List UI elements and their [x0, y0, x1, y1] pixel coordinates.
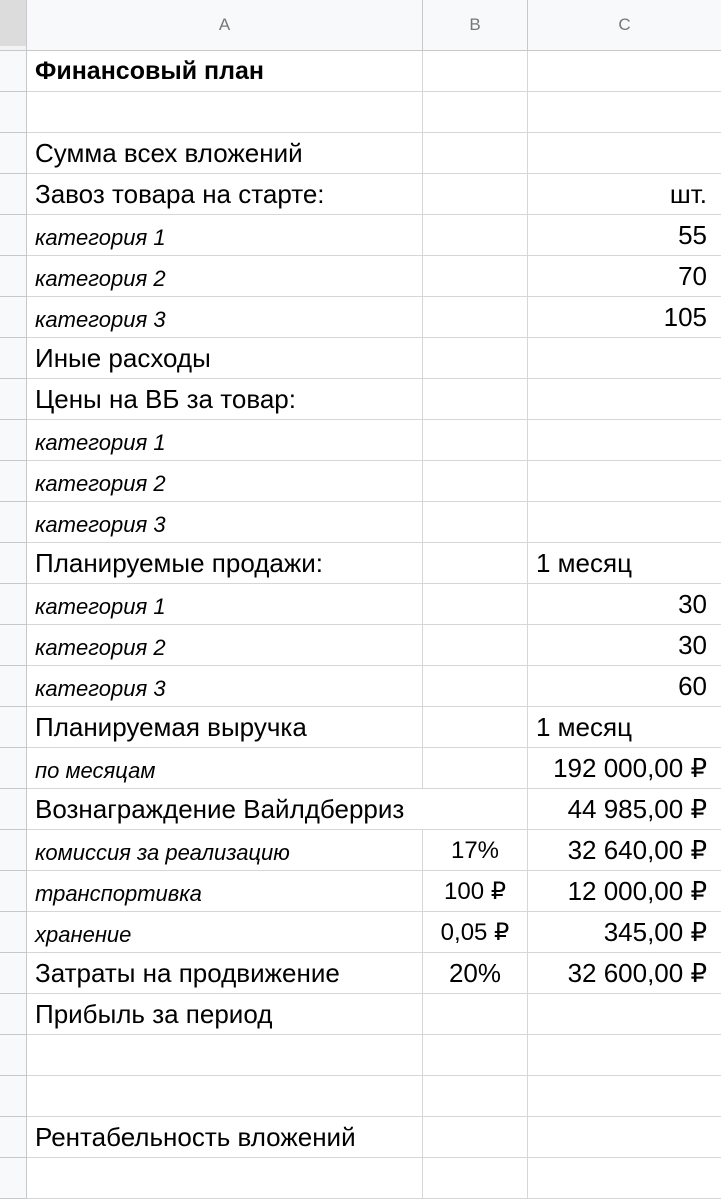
cell-c[interactable]: 44 985,00 ₽ — [528, 789, 721, 830]
table-row — [27, 461, 721, 502]
table-row — [27, 502, 721, 543]
cell-c[interactable] — [528, 1117, 721, 1158]
cell-c[interactable] — [528, 994, 721, 1035]
table-row — [27, 707, 721, 748]
cell-a[interactable] — [27, 92, 423, 133]
cell-c[interactable] — [528, 51, 721, 92]
row-header[interactable] — [0, 912, 27, 953]
row-header[interactable] — [0, 707, 27, 748]
cell-b[interactable] — [423, 1158, 528, 1199]
cell-b[interactable] — [423, 707, 528, 748]
cell-a[interactable]: Затраты на продвижение — [27, 953, 423, 994]
table-row — [27, 215, 721, 256]
table-row — [27, 912, 721, 953]
row-header[interactable] — [0, 994, 27, 1035]
cell-b[interactable] — [423, 51, 528, 92]
cell-a[interactable]: хранение — [27, 912, 423, 953]
table-row — [27, 338, 721, 379]
cell-a[interactable]: категория 3 — [27, 297, 423, 338]
row-header[interactable] — [0, 215, 27, 256]
cell-b[interactable]: 20% — [423, 953, 528, 994]
cell-b[interactable] — [423, 543, 528, 584]
row-header[interactable] — [0, 543, 27, 584]
cell-b[interactable] — [423, 1035, 528, 1076]
cell-a[interactable]: по месяцам — [27, 748, 423, 789]
table-row — [27, 92, 721, 133]
cell-c[interactable]: шт. — [528, 174, 721, 215]
table-row — [27, 133, 721, 174]
cell-b[interactable] — [423, 625, 528, 666]
row-header[interactable] — [0, 256, 27, 297]
table-row — [27, 994, 721, 1035]
table-row — [27, 871, 721, 912]
cell-b[interactable] — [423, 133, 528, 174]
cell-b[interactable] — [423, 1117, 528, 1158]
row-header[interactable] — [0, 666, 27, 707]
cell-b[interactable] — [423, 297, 528, 338]
table-row — [27, 1117, 721, 1158]
row-header[interactable] — [0, 1158, 27, 1199]
column-header-a[interactable]: A — [27, 0, 423, 51]
cell-a[interactable]: Иные расходы — [27, 338, 423, 379]
cell-a[interactable] — [27, 1076, 423, 1117]
cell-a[interactable]: категория 2 — [27, 625, 423, 666]
table-row — [27, 174, 721, 215]
row-header[interactable] — [0, 830, 27, 871]
table-row — [27, 51, 721, 92]
row-header[interactable] — [0, 953, 27, 994]
cell-c[interactable]: 32 640,00 ₽ — [528, 830, 721, 871]
table-row — [27, 666, 721, 707]
row-header[interactable] — [0, 51, 27, 92]
cell-c[interactable]: 1 месяц — [528, 707, 721, 748]
cell-c[interactable] — [528, 338, 721, 379]
cell-c[interactable]: 60 — [528, 666, 721, 707]
cell-b[interactable] — [423, 584, 528, 625]
cell-a[interactable]: Рентабельность вложений — [27, 1117, 423, 1158]
table-row — [27, 748, 721, 789]
cell-a[interactable]: категория 2 — [27, 256, 423, 297]
cell-b[interactable] — [423, 379, 528, 420]
cell-c[interactable] — [528, 133, 721, 174]
cell-c[interactable] — [528, 420, 721, 461]
cell-b[interactable] — [423, 338, 528, 379]
cell-c[interactable] — [528, 379, 721, 420]
cell-b[interactable]: 17% — [423, 830, 528, 871]
cell-a[interactable]: Цены на ВБ за товар: — [27, 379, 423, 420]
cell-b[interactable] — [423, 748, 528, 789]
table-row — [27, 379, 721, 420]
row-header[interactable] — [0, 92, 27, 133]
cell-a[interactable] — [27, 1035, 423, 1076]
cell-b[interactable] — [423, 92, 528, 133]
cell-b[interactable] — [423, 1076, 528, 1117]
cell-a[interactable]: Сумма всех вложений — [27, 133, 423, 174]
cell-c[interactable]: 12 000,00 ₽ — [528, 871, 721, 912]
cell-c[interactable] — [528, 1035, 721, 1076]
cell-a[interactable]: Прибыль за период — [27, 994, 423, 1035]
table-row — [27, 584, 721, 625]
table-row — [27, 543, 721, 584]
table-row — [27, 625, 721, 666]
column-header-b[interactable]: B — [423, 0, 528, 51]
cell-a[interactable]: транспортивка — [27, 871, 423, 912]
cell-c[interactable]: 192 000,00 ₽ — [528, 748, 721, 789]
table-row — [27, 1158, 721, 1199]
cell-c[interactable] — [528, 1158, 721, 1199]
column-header-c[interactable]: C — [528, 0, 721, 51]
row-header[interactable] — [0, 379, 27, 420]
cell-a[interactable]: категория 1 — [27, 215, 423, 256]
cell-b[interactable]: 100 ₽ — [423, 871, 528, 912]
cell-c[interactable] — [528, 461, 721, 502]
cell-a[interactable]: категория 3 — [27, 502, 423, 543]
row-header[interactable] — [0, 1035, 27, 1076]
row-header[interactable] — [0, 748, 27, 789]
cell-a[interactable]: комиссия за реализацию — [27, 830, 423, 871]
cell-c[interactable]: 30 — [528, 584, 721, 625]
cell-a[interactable]: Планируемые продажи: — [27, 543, 423, 584]
table-row — [27, 297, 721, 338]
cell-a[interactable] — [27, 1158, 423, 1199]
cell-b[interactable] — [423, 789, 528, 830]
cell-c[interactable]: 30 — [528, 625, 721, 666]
cell-a[interactable]: Финансовый план — [27, 51, 423, 92]
cell-b[interactable]: 0,05 ₽ — [423, 912, 528, 953]
row-header[interactable] — [0, 133, 27, 174]
cell-a[interactable]: Завоз товара на старте: — [27, 174, 423, 215]
cell-a[interactable]: Вознаграждение Вайлдберриз — [27, 789, 423, 830]
cell-a[interactable]: категория 3 — [27, 666, 423, 707]
cell-c[interactable]: 70 — [528, 256, 721, 297]
cell-c[interactable]: 345,00 ₽ — [528, 912, 721, 953]
cell-b[interactable] — [423, 461, 528, 502]
cell-b[interactable] — [423, 420, 528, 461]
cell-c[interactable]: 105 — [528, 297, 721, 338]
row-header[interactable] — [0, 1117, 27, 1158]
cell-b[interactable] — [423, 502, 528, 543]
row-header[interactable] — [0, 1076, 27, 1117]
cell-c[interactable] — [528, 92, 721, 133]
row-header[interactable] — [0, 789, 27, 830]
cell-b[interactable] — [423, 994, 528, 1035]
row-header[interactable] — [0, 871, 27, 912]
select-all-corner[interactable] — [0, 0, 27, 51]
row-header[interactable] — [0, 584, 27, 625]
row-header[interactable] — [0, 502, 27, 543]
table-row — [27, 1076, 721, 1117]
table-row — [27, 830, 721, 871]
cell-a[interactable]: категория 2 — [27, 461, 423, 502]
cell-b[interactable] — [423, 666, 528, 707]
table-row — [27, 953, 721, 994]
cell-a[interactable]: категория 1 — [27, 584, 423, 625]
table-row — [27, 256, 721, 297]
row-header[interactable] — [0, 338, 27, 379]
cell-c[interactable]: 55 — [528, 215, 721, 256]
row-header[interactable] — [0, 420, 27, 461]
cell-c[interactable]: 1 месяц — [528, 543, 721, 584]
cell-c[interactable]: 32 600,00 ₽ — [528, 953, 721, 994]
row-header[interactable] — [0, 297, 27, 338]
row-header[interactable] — [0, 625, 27, 666]
cell-c[interactable] — [528, 502, 721, 543]
row-header[interactable] — [0, 174, 27, 215]
cell-a[interactable]: Планируемая выручка — [27, 707, 423, 748]
cell-b[interactable] — [423, 256, 528, 297]
table-row — [27, 420, 721, 461]
table-row — [27, 789, 721, 830]
cell-c[interactable] — [528, 1076, 721, 1117]
table-row — [27, 1035, 721, 1076]
row-header[interactable] — [0, 461, 27, 502]
cell-b[interactable] — [423, 174, 528, 215]
cell-a[interactable]: категория 1 — [27, 420, 423, 461]
cell-b[interactable] — [423, 215, 528, 256]
